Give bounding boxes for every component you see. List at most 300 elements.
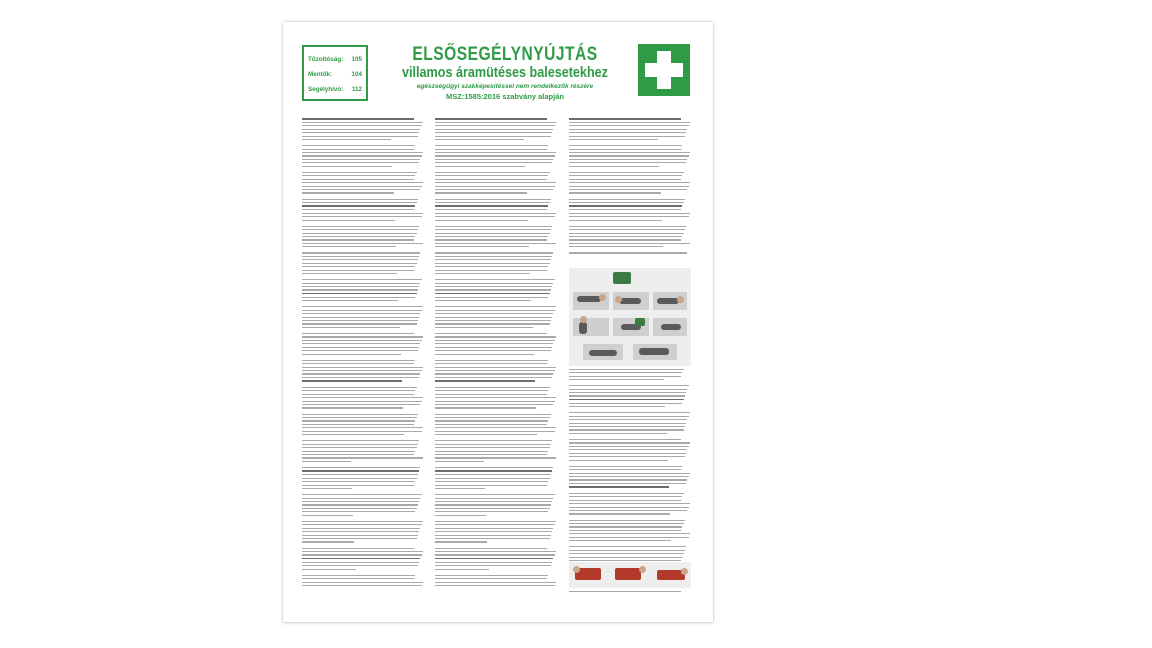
text-line [569, 136, 685, 137]
text-line [435, 256, 552, 257]
text-line [435, 511, 548, 512]
text-line [435, 488, 485, 489]
text-line [435, 149, 547, 150]
text-line [435, 380, 535, 382]
text-line [435, 202, 550, 203]
text-line [569, 236, 682, 237]
text-line [302, 162, 419, 163]
text-line [569, 372, 682, 373]
text-line [302, 213, 423, 214]
text-line [302, 501, 419, 502]
text-line [435, 397, 556, 398]
text-line [435, 434, 537, 435]
text-line [435, 447, 550, 448]
text-line [569, 233, 684, 234]
text-line [569, 229, 685, 230]
text-line [302, 528, 420, 529]
text-line [569, 456, 685, 457]
text-line [302, 252, 420, 253]
text-line [435, 159, 553, 160]
text-line [302, 263, 417, 264]
text-line [302, 289, 418, 290]
text-line [302, 300, 398, 301]
text-line [435, 420, 548, 421]
text-line [569, 530, 681, 531]
text-line [435, 213, 556, 214]
text-line [435, 377, 552, 378]
first-aid-cross-icon [638, 44, 690, 96]
text-line [435, 485, 547, 486]
text-line [569, 243, 690, 244]
text-line [435, 548, 547, 549]
text-line [435, 166, 525, 167]
text-line [302, 216, 422, 217]
text-line [435, 186, 555, 187]
text-line [302, 488, 352, 489]
text-line [569, 172, 684, 173]
text-line [569, 510, 687, 511]
text-line [569, 442, 690, 443]
text-line [569, 175, 682, 176]
text-line [569, 145, 682, 146]
text-line [302, 226, 419, 227]
text-line [435, 333, 547, 334]
text-line [302, 447, 417, 448]
text-line [302, 354, 401, 355]
text-line [302, 199, 418, 200]
text-line [569, 220, 662, 221]
text-line [302, 380, 402, 382]
text-line [302, 293, 417, 295]
text-line [435, 390, 548, 391]
text-line [302, 521, 423, 522]
text-line [435, 367, 556, 368]
text-line [435, 243, 556, 244]
text-line [569, 216, 689, 217]
text-line [435, 216, 555, 217]
text-line [302, 179, 414, 180]
text-line [569, 118, 681, 120]
text-line [435, 229, 551, 230]
text-line [569, 125, 689, 126]
text-line [302, 145, 415, 146]
text-line [435, 155, 555, 156]
text-line [569, 179, 681, 180]
text-line [302, 136, 418, 137]
text-line [302, 558, 420, 560]
text-line [302, 508, 417, 509]
text-line [569, 246, 663, 247]
text-line [302, 209, 414, 210]
text-line [569, 469, 681, 470]
text-line [569, 513, 670, 514]
text-line [435, 270, 547, 271]
text-line [569, 132, 686, 133]
text-line [302, 417, 417, 418]
text-line [569, 460, 668, 461]
text-line [569, 507, 689, 508]
text-column-2 [435, 116, 557, 588]
text-line [569, 446, 689, 447]
text-line [435, 494, 555, 495]
text-line [302, 582, 423, 583]
text-line [302, 451, 415, 452]
text-line [302, 323, 417, 324]
text-line [435, 145, 548, 146]
text-line [435, 407, 536, 408]
text-line [302, 259, 418, 260]
text-line [302, 515, 353, 516]
text-line [569, 423, 686, 424]
text-line [435, 401, 555, 402]
text-line [435, 273, 530, 274]
phone-label: Segélyhívó: [308, 86, 344, 93]
text-line [569, 429, 684, 430]
text-line [435, 461, 484, 462]
text-line [302, 394, 414, 395]
phone-row-ambulance [308, 67, 362, 82]
text-line [435, 417, 550, 418]
text-line [302, 320, 418, 321]
text-line [302, 511, 415, 512]
text-line [435, 343, 553, 344]
text-line [435, 172, 550, 173]
text-line [302, 166, 392, 167]
text-line [435, 565, 551, 566]
text-line [435, 279, 555, 280]
text-line [569, 199, 685, 200]
text-line [435, 394, 547, 395]
text-line [302, 139, 391, 140]
text-line [435, 297, 548, 298]
text-line [302, 229, 418, 230]
text-line [302, 427, 423, 428]
text-line [569, 155, 689, 156]
text-line [302, 562, 419, 563]
text-line [569, 503, 690, 504]
text-line [435, 528, 553, 529]
text-line [435, 327, 533, 328]
text-line [435, 323, 550, 324]
text-line [302, 444, 418, 445]
text-line [302, 414, 418, 415]
text-line [302, 454, 414, 455]
text-line [435, 451, 548, 452]
text-line [435, 454, 547, 455]
text-line [302, 474, 418, 475]
text-line [569, 205, 682, 207]
phone-label: Tűzoltóság: [308, 56, 344, 63]
text-line [569, 433, 667, 434]
text-line [435, 521, 556, 522]
text-line [435, 226, 552, 227]
text-line [302, 457, 423, 458]
text-line [435, 162, 552, 163]
text-line [435, 205, 548, 207]
text-line [435, 404, 553, 405]
text-line [569, 466, 682, 467]
text-line [435, 175, 548, 176]
text-line [302, 186, 422, 187]
text-line [302, 132, 419, 133]
text-line [435, 569, 489, 570]
text-line [569, 202, 684, 203]
text-line [302, 189, 420, 190]
text-line [569, 526, 682, 527]
text-line [435, 360, 548, 361]
text-line [435, 474, 551, 475]
text-line [435, 192, 527, 193]
text-line [302, 485, 414, 486]
text-line [302, 524, 422, 525]
text-line [569, 182, 690, 183]
text-line [569, 403, 682, 404]
text-line [302, 340, 422, 341]
text-line [435, 263, 550, 264]
text-line [302, 554, 422, 555]
text-line [435, 317, 552, 318]
text-line [569, 159, 687, 160]
text-line [569, 369, 684, 370]
phone-number: 112 [351, 86, 362, 93]
text-line [302, 531, 419, 532]
text-line [569, 416, 689, 417]
text-line [302, 266, 415, 267]
text-line [435, 531, 552, 532]
text-line [435, 320, 551, 321]
text-line [435, 236, 548, 237]
text-line [569, 395, 685, 396]
text-line [435, 246, 529, 247]
text-line [302, 370, 422, 371]
text-line [569, 252, 687, 253]
text-line [569, 493, 684, 494]
text-line [302, 548, 414, 549]
text-line [569, 209, 681, 210]
phone-row-fire [308, 52, 362, 67]
text-line [302, 313, 420, 314]
text-line [435, 387, 550, 388]
text-line [302, 118, 414, 120]
text-line [435, 414, 551, 415]
text-line [435, 478, 550, 479]
text-line [569, 486, 669, 488]
poster-title: ELSŐSEGÉLYNYÚJTÁS [412, 44, 598, 65]
text-line [435, 252, 553, 253]
text-line [569, 537, 689, 538]
text-line [569, 129, 687, 130]
text-line [302, 585, 422, 586]
text-line [435, 535, 551, 536]
text-line [302, 220, 395, 221]
text-line [302, 333, 414, 334]
text-line [569, 483, 686, 484]
text-line [302, 256, 419, 257]
text-line [302, 336, 423, 337]
text-line [569, 591, 681, 592]
text-line [569, 122, 690, 123]
text-line [302, 125, 422, 126]
text-line [569, 192, 661, 193]
text-line [435, 457, 556, 458]
text-line [435, 336, 556, 337]
text-line [569, 226, 686, 227]
text-line [302, 504, 418, 505]
text-line [435, 132, 552, 133]
poster-title-line2: villamos áramütéses balesetekhez [402, 64, 608, 81]
text-line [435, 562, 552, 563]
text-line [435, 199, 551, 200]
text-line [435, 286, 552, 287]
text-line [435, 293, 550, 295]
text-line [302, 397, 423, 398]
text-line [302, 152, 423, 153]
text-line [435, 585, 555, 586]
text-line [569, 186, 689, 187]
text-line [569, 520, 685, 521]
poster-standard: MSZ:1585:2016 szabvány alapján [446, 92, 564, 101]
text-line [435, 427, 556, 428]
text-line [435, 431, 555, 432]
text-line [302, 129, 420, 130]
text-line [435, 444, 551, 445]
text-line [435, 182, 556, 183]
text-line [569, 419, 687, 420]
text-line [302, 159, 420, 160]
text-line [435, 538, 550, 539]
text-line [435, 524, 555, 525]
text-line [435, 129, 553, 130]
text-line [302, 404, 420, 405]
text-line [435, 289, 551, 290]
text-line [302, 360, 415, 361]
text-line [302, 431, 422, 432]
text-line [302, 246, 396, 247]
text-line [435, 306, 556, 307]
text-line [569, 557, 682, 558]
text-line [569, 166, 659, 167]
text-line [435, 501, 552, 502]
text-line [302, 205, 415, 207]
text-line [435, 122, 556, 123]
text-line [435, 582, 556, 583]
text-line [435, 152, 556, 153]
text-line [435, 233, 550, 234]
text-line [302, 377, 419, 378]
text-line [302, 270, 414, 271]
text-line [435, 220, 528, 221]
poster-subtitle: egészségügyi szakképesítéssel nem rendelkezők részére [416, 83, 594, 90]
emergency-phone-numbers [302, 45, 368, 101]
text-line [302, 175, 415, 176]
text-line [435, 310, 555, 311]
text-line [435, 139, 524, 140]
text-line [302, 467, 420, 468]
text-line [569, 162, 686, 163]
text-line [435, 259, 551, 260]
text-line [302, 551, 423, 552]
text-line [302, 243, 423, 244]
text-line [569, 453, 686, 454]
text-line [435, 424, 547, 425]
text-line [569, 496, 682, 497]
text-line [569, 139, 658, 140]
text-line [569, 152, 690, 153]
text-line [435, 575, 548, 576]
text-line [302, 535, 418, 536]
text-line [435, 440, 552, 441]
text-line [302, 192, 394, 193]
text-line [302, 401, 422, 402]
text-line [569, 399, 684, 401]
text-line [435, 578, 547, 579]
text-line [435, 515, 486, 516]
text-line [302, 182, 423, 183]
text-line [435, 300, 531, 301]
text-line [569, 189, 687, 190]
text-line [569, 476, 689, 477]
text-line [302, 317, 419, 318]
text-line [569, 550, 685, 551]
text-line [435, 363, 547, 364]
text-line [435, 136, 551, 137]
text-line [569, 449, 687, 450]
text-line [302, 387, 417, 388]
text-line [435, 340, 555, 341]
text-line [435, 179, 547, 180]
phone-row-emergency [308, 82, 362, 97]
text-line [435, 373, 553, 374]
text-line [302, 575, 415, 576]
text-line [435, 350, 551, 351]
text-line [302, 236, 415, 237]
text-line [435, 498, 553, 499]
phone-label: Mentők: [308, 71, 333, 78]
text-line [302, 440, 419, 441]
text-line [302, 420, 415, 421]
text-line [302, 470, 419, 472]
text-line [302, 286, 419, 287]
text-line [435, 554, 555, 555]
text-line [302, 367, 423, 368]
text-line [569, 426, 685, 427]
text-line [569, 406, 665, 407]
cpr-illustrations [569, 268, 691, 366]
text-line [435, 481, 548, 482]
text-line [302, 350, 418, 351]
text-line [569, 560, 681, 561]
text-line [302, 373, 420, 374]
text-line [569, 546, 686, 547]
text-line [435, 239, 547, 240]
text-line [302, 273, 397, 274]
text-line [302, 494, 422, 495]
text-line [435, 118, 547, 120]
text-line [302, 461, 351, 462]
text-line [302, 578, 414, 579]
text-line [569, 389, 687, 390]
text-line [435, 125, 555, 126]
text-line [302, 424, 414, 425]
text-line [302, 407, 403, 408]
text-line [435, 370, 555, 371]
text-line [302, 498, 420, 499]
text-line [569, 523, 684, 524]
text-line [435, 551, 556, 552]
text-line [569, 412, 690, 413]
phone-number: 105 [351, 56, 362, 63]
text-line [435, 508, 550, 509]
